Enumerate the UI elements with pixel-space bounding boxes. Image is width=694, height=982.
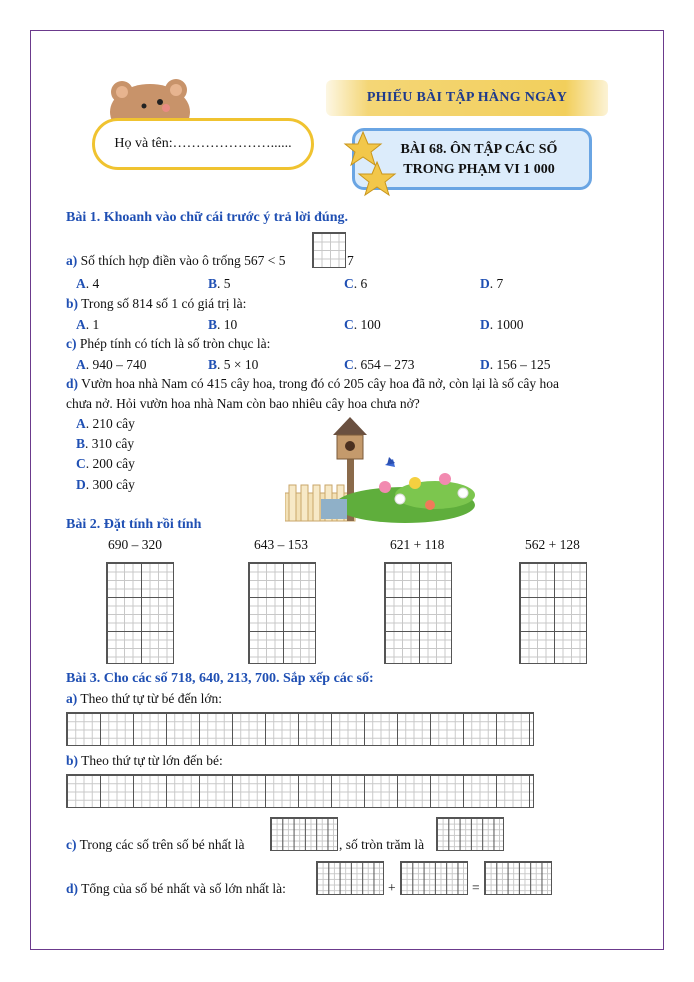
qc-option-a[interactable]: A. 940 – 740 <box>76 357 147 372</box>
star-icon <box>343 130 399 198</box>
bai2-work-grid-3[interactable] <box>384 562 452 664</box>
bai2-title: Bài 2. Đặt tính rồi tính <box>66 517 202 532</box>
bai1-qd-line1: d) Vườn hoa nhà Nam có 415 cây hoa, trong đó có 205 cây hoa đã nở, còn lại là số cây hoa <box>66 376 559 391</box>
qb-option-d[interactable]: D. 1000 <box>480 317 524 332</box>
bai1-qc: c) Phép tính có tích là số tròn chục là: <box>66 336 271 351</box>
student-name-box <box>92 118 314 170</box>
qd-option-c[interactable]: C. 200 cây <box>76 456 135 471</box>
qa-option-c[interactable]: C. 6 <box>344 276 368 291</box>
worksheet-banner <box>326 80 608 116</box>
bai3-qd-sum-box[interactable] <box>484 861 552 895</box>
qa-answer-box[interactable] <box>312 232 346 268</box>
bai2-expr-1: 690 – 320 <box>108 537 162 552</box>
qc-option-b[interactable]: B. 5 × 10 <box>208 357 259 372</box>
qa-text-after: 7 <box>347 253 354 268</box>
banner-title: PHIẾU BÀI TẬP HÀNG NGÀY <box>366 90 568 105</box>
qa-option-b[interactable]: B. 5 <box>208 276 231 291</box>
bai2-expr-2: 643 – 153 <box>254 537 308 552</box>
bai3-qd: d) Tổng của số bé nhất và số lớn nhất là: <box>66 881 286 896</box>
qb-option-c[interactable]: C. 100 <box>344 317 381 332</box>
bai3-qc-smallest-box[interactable] <box>270 817 338 851</box>
bai3-title: Bài 3. Cho các số 718, 640, 213, 700. Sắp xếp các số: <box>66 671 374 686</box>
bai3-qa: a) Theo thứ tự từ bé đến lớn: <box>66 691 222 706</box>
bai2-expr-4: 562 + 128 <box>525 537 580 552</box>
qa-option-d[interactable]: D. 7 <box>480 276 504 291</box>
garden-birdhouse-illustration <box>285 413 480 525</box>
lesson-line1: BÀI 68. ÔN TẬP CÁC SỐ <box>400 142 558 157</box>
bai2-work-grid-2[interactable] <box>248 562 316 664</box>
qa-label: a) <box>66 253 78 268</box>
bai3-qc-hundreds-box[interactable] <box>436 817 504 851</box>
bai3-qa-answer-grid[interactable] <box>66 712 534 746</box>
qa-text: Số thích hợp điền vào ô trống 567 < 5 <box>80 253 286 268</box>
bai1-qa <box>66 253 286 269</box>
qc-option-c[interactable]: C. 654 – 273 <box>344 357 415 372</box>
qc-option-d[interactable]: D. 156 – 125 <box>480 357 551 372</box>
bai3-qb-answer-grid[interactable] <box>66 774 534 808</box>
equals-sign: = <box>472 880 480 895</box>
bai2-expr-3: 621 + 118 <box>390 537 445 552</box>
bai3-qc-text2: , số tròn trăm là <box>339 837 425 852</box>
bai1-title: Bài 1. Khoanh vào chữ cái trước ý trả lời đúng. <box>66 210 348 225</box>
bai3-qc-text1: c) Trong các số trên số bé nhất là <box>66 837 245 852</box>
qb-option-a[interactable]: A. 1 <box>76 317 100 332</box>
bai3-qb: b) Theo thứ tự từ lớn đến bé: <box>66 753 223 768</box>
bai1-qb: b) Trong số 814 số 1 có giá trị là: <box>66 296 247 311</box>
bai3-qd-addend2-box[interactable] <box>400 861 468 895</box>
name-label: Họ và tên:…………………...... <box>114 136 292 151</box>
bai2-work-grid-1[interactable] <box>106 562 174 664</box>
qd-option-d[interactable]: D. 300 cây <box>76 477 135 492</box>
bai2-work-grid-4[interactable] <box>519 562 587 664</box>
plus-sign: + <box>388 880 396 895</box>
qa-option-a[interactable]: A. 4 <box>76 276 100 291</box>
qd-option-b[interactable]: B. 310 cây <box>76 436 135 451</box>
bai1-qd-line2: chưa nở. Hỏi vườn hoa nhà Nam còn bao nhiêu cây hoa chưa nở? <box>66 396 420 411</box>
qd-option-a[interactable]: A. 210 cây <box>76 416 135 431</box>
bai3-qd-addend1-box[interactable] <box>316 861 384 895</box>
lesson-line2: TRONG PHẠM VI 1 000 <box>403 162 555 177</box>
qb-option-b[interactable]: B. 10 <box>208 317 238 332</box>
